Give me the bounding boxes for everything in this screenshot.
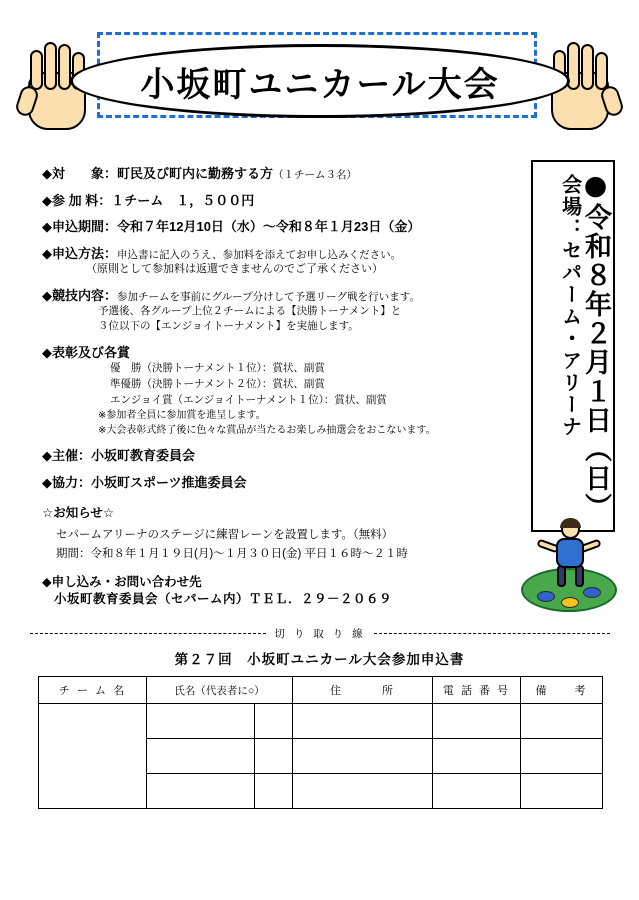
detail-contest-line1: 参加チームを事前にグループ分けして予選リーグ戦を行います。 <box>117 290 420 303</box>
cut-line-dash-right <box>374 633 610 634</box>
details-body <box>42 165 492 608</box>
award-note-1: ※参加者全員に参加賞を進呈します。 <box>98 410 266 422</box>
detail-contest-line3: ３位以下の【エンジョイトーナメント】を実施します。 <box>98 320 359 333</box>
cell-address-3[interactable] <box>293 774 433 809</box>
detail-period <box>42 218 492 236</box>
col-header-phone: 電 話 番 号 <box>433 677 521 704</box>
application-form-title: 第２７回 小坂町ユニカール大会参加申込書 <box>174 652 465 667</box>
table-row[interactable] <box>39 704 603 739</box>
detail-awards <box>42 344 492 439</box>
cell-member-mark-3[interactable] <box>255 774 293 809</box>
detail-host-text: ◆主催：小坂町教育委員会 <box>42 448 195 464</box>
award-line-1: 優 勝（決勝トーナメント１位）：賞状、副賞 <box>110 362 325 375</box>
contact-phone-line: 小坂町教育委員会（セパーム内）ＴＥＬ．２９－２０６９ <box>54 592 393 607</box>
cut-line <box>30 626 610 641</box>
detail-fee <box>42 192 492 210</box>
detail-apply-method-label: ◆申込方法： <box>42 245 117 261</box>
cell-member-mark-1[interactable] <box>255 704 293 739</box>
page-title: 小坂町ユニカール大会 <box>140 64 500 105</box>
cell-remarks-2[interactable] <box>521 739 603 774</box>
detail-cooperation <box>42 474 492 492</box>
detail-period-value: 令和７年12月10日（水）～令和８年１月23日（金） <box>117 219 421 235</box>
cell-phone-3[interactable] <box>433 774 521 809</box>
detail-contest <box>42 287 492 335</box>
cell-remarks-3[interactable] <box>521 774 603 809</box>
cell-address-2[interactable] <box>293 739 433 774</box>
cell-team-name[interactable] <box>39 704 147 809</box>
detail-apply-method-line1: 申込書に記入のうえ、参加料を添えてお申し込みください。 <box>117 248 402 261</box>
detail-target-value: 町民及び町内に勤務する方 <box>117 166 274 181</box>
detail-host <box>42 447 492 465</box>
cell-member-name-2[interactable] <box>147 739 255 774</box>
detail-contest-label: ◆競技内容： <box>42 287 117 303</box>
detail-fee-value: １チーム １，５００円 <box>111 192 255 208</box>
application-form-table <box>38 676 603 809</box>
cell-member-name-3[interactable] <box>147 774 255 809</box>
detail-target <box>42 165 492 183</box>
table-header-row <box>39 677 603 704</box>
notice-line-1: セパームアリーナのステージに練習レーンを設置します。（無料） <box>56 529 394 542</box>
detail-target-note: （１チーム３名） <box>273 169 358 181</box>
detail-awards-label: ◆表彰及び各賞 <box>42 344 130 360</box>
cut-line-label: 切 り 取 り 線 <box>274 628 366 640</box>
title-banner <box>0 18 639 138</box>
detail-fee-label: ◆参 加 料： <box>42 192 112 208</box>
cell-phone-1[interactable] <box>433 704 521 739</box>
col-header-address: 住 所 <box>293 677 433 704</box>
event-venue-vertical: 会場：セパーム・アリーナ <box>558 174 583 438</box>
detail-target-label: ◆対 象： <box>42 166 117 181</box>
notice-title: ☆お知らせ☆ <box>42 506 115 521</box>
detail-apply-method <box>42 245 492 278</box>
cell-phone-2[interactable] <box>433 739 521 774</box>
detail-contest-line2: 予選後、各グループ上位２チームによる【決勝トーナメント】と <box>98 305 402 318</box>
detail-period-label: ◆申込期間： <box>42 219 117 235</box>
notice-line-2: 期間：令和８年１月１９日(月)～１月３０日(金) 平日１６時～２１時 <box>56 548 409 561</box>
cell-member-mark-2[interactable] <box>255 739 293 774</box>
award-line-2: 準優勝（決勝トーナメント２位）：賞状、副賞 <box>110 377 325 390</box>
award-line-3: エンジョイ賞（エンジョイトーナメント１位）：賞状、副賞 <box>110 393 387 406</box>
unicurl-player-illustration <box>521 520 617 612</box>
detail-cooperation-text: ◆協力：小坂町スポーツ推進委員会 <box>42 474 247 490</box>
col-header-team-name: チ ー ム 名 <box>39 677 147 704</box>
event-date-vertical: ●令和８年２月１日（日） <box>580 170 611 522</box>
contact-heading: ◆申し込み・お問い合わせ先 <box>42 575 202 590</box>
detail-apply-method-line2: （原則として参加料は返還できませんのでご了承ください） <box>86 263 383 276</box>
cut-line-dash-left <box>30 633 266 634</box>
col-header-member-name: 氏名（代表者に○） <box>147 677 293 704</box>
venue-date-box <box>531 160 615 532</box>
col-header-remarks: 備 考 <box>521 677 603 704</box>
award-note-2: ※大会表彰式終了後に色々な賞品が当たるお楽しみ抽選会をおこないます。 <box>98 425 436 437</box>
cell-address-1[interactable] <box>293 704 433 739</box>
cell-remarks-1[interactable] <box>521 704 603 739</box>
cell-member-name-1[interactable] <box>147 704 255 739</box>
